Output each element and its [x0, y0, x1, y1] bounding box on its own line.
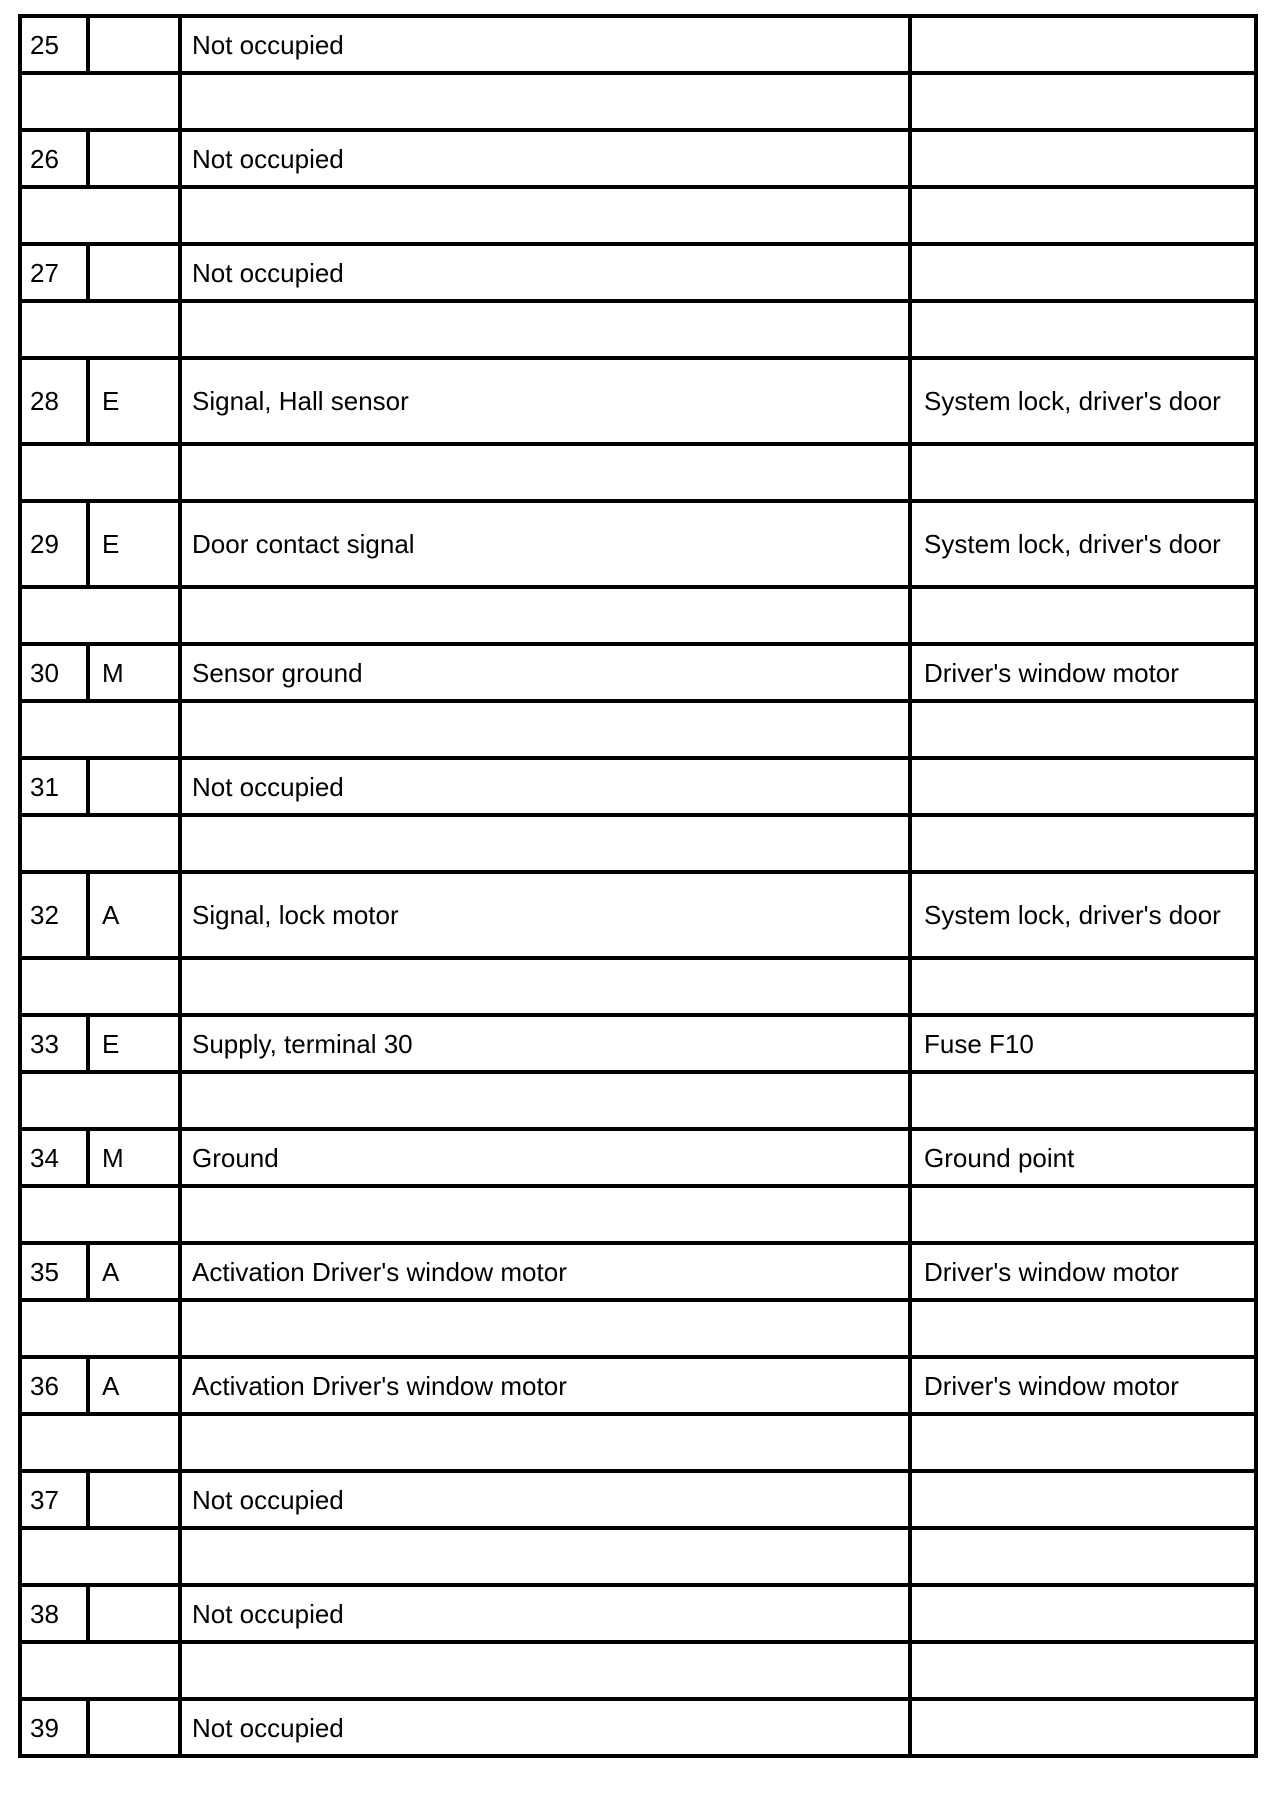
table-row [20, 1699, 1256, 1756]
signal-type-cell [88, 1699, 180, 1756]
signal-type-cell [88, 758, 180, 815]
table-row [20, 1129, 1256, 1186]
description-cell: Not occupied [180, 244, 910, 301]
description-cell: Not occupied [180, 16, 910, 73]
spacer-cell [180, 815, 910, 872]
description-cell: Not occupied [180, 1699, 910, 1756]
spacer-cell [180, 73, 910, 130]
spacer-cell [910, 701, 1256, 758]
spacer-cell [20, 301, 180, 358]
signal-type-cell [88, 16, 180, 73]
description-cell: Not occupied [180, 758, 910, 815]
spacer-row [20, 444, 1256, 501]
connection-cell: System lock, driver's door [910, 872, 1256, 958]
signal-type-cell: E [88, 358, 180, 444]
signal-type-cell [88, 1585, 180, 1642]
spacer-cell [20, 1528, 180, 1585]
pin-number-cell: 26 [20, 130, 88, 187]
spacer-cell [180, 1186, 910, 1243]
signal-type-cell [88, 1471, 180, 1528]
table-row [20, 1471, 1256, 1528]
pin-number-cell: 34 [20, 1129, 88, 1186]
spacer-cell [20, 1642, 180, 1699]
description-cell: Signal, lock motor [180, 872, 910, 958]
table-row [20, 130, 1256, 187]
spacer-cell [180, 444, 910, 501]
table-row [20, 1015, 1256, 1072]
description-cell: Not occupied [180, 130, 910, 187]
connection-cell [910, 1471, 1256, 1528]
description-cell: Sensor ground [180, 644, 910, 701]
spacer-row [20, 187, 1256, 244]
table-row [20, 1243, 1256, 1300]
description-cell: Signal, Hall sensor [180, 358, 910, 444]
description-cell: Not occupied [180, 1471, 910, 1528]
spacer-cell [180, 1414, 910, 1471]
connection-cell [910, 16, 1256, 73]
spacer-cell [910, 958, 1256, 1015]
spacer-cell [20, 958, 180, 1015]
table-row [20, 758, 1256, 815]
spacer-cell [910, 1300, 1256, 1357]
table-row [20, 1585, 1256, 1642]
signal-type-cell [88, 244, 180, 301]
signal-type-cell: M [88, 1129, 180, 1186]
spacer-cell [910, 444, 1256, 501]
pin-table-body [20, 16, 1256, 1756]
spacer-row [20, 1414, 1256, 1471]
connection-cell: System lock, driver's door [910, 501, 1256, 587]
pin-number-cell: 31 [20, 758, 88, 815]
spacer-cell [910, 1186, 1256, 1243]
spacer-cell [20, 1300, 180, 1357]
pin-number-cell: 35 [20, 1243, 88, 1300]
spacer-row [20, 815, 1256, 872]
spacer-cell [180, 701, 910, 758]
signal-type-cell: E [88, 1015, 180, 1072]
table-row [20, 16, 1256, 73]
description-cell: Supply, terminal 30 [180, 1015, 910, 1072]
spacer-cell [180, 1072, 910, 1129]
signal-type-cell: E [88, 501, 180, 587]
spacer-cell [20, 73, 180, 130]
table-row [20, 244, 1256, 301]
spacer-cell [20, 187, 180, 244]
spacer-cell [20, 701, 180, 758]
pin-number-cell: 33 [20, 1015, 88, 1072]
spacer-cell [910, 815, 1256, 872]
table-row [20, 872, 1256, 958]
spacer-cell [20, 815, 180, 872]
connection-cell [910, 1585, 1256, 1642]
spacer-row [20, 701, 1256, 758]
spacer-cell [910, 1528, 1256, 1585]
description-cell: Activation Driver's window motor [180, 1357, 910, 1414]
spacer-cell [910, 187, 1256, 244]
spacer-cell [180, 587, 910, 644]
spacer-cell [180, 301, 910, 358]
spacer-cell [20, 1072, 180, 1129]
spacer-cell [180, 187, 910, 244]
spacer-cell [20, 1414, 180, 1471]
description-cell: Door contact signal [180, 501, 910, 587]
connection-cell [910, 758, 1256, 815]
description-cell: Ground [180, 1129, 910, 1186]
spacer-cell [910, 1072, 1256, 1129]
pin-number-cell: 27 [20, 244, 88, 301]
description-cell: Not occupied [180, 1585, 910, 1642]
pin-number-cell: 38 [20, 1585, 88, 1642]
table-row [20, 644, 1256, 701]
table-row [20, 1357, 1256, 1414]
spacer-row [20, 1528, 1256, 1585]
pin-number-cell: 25 [20, 16, 88, 73]
spacer-row [20, 1186, 1256, 1243]
spacer-cell [180, 958, 910, 1015]
connection-cell: Ground point [910, 1129, 1256, 1186]
description-cell: Activation Driver's window motor [180, 1243, 910, 1300]
spacer-cell [20, 444, 180, 501]
spacer-cell [910, 1414, 1256, 1471]
spacer-cell [20, 1186, 180, 1243]
pin-assignment-table [18, 14, 1258, 1758]
pin-number-cell: 36 [20, 1357, 88, 1414]
spacer-cell [180, 1528, 910, 1585]
spacer-cell [910, 301, 1256, 358]
spacer-cell [910, 1642, 1256, 1699]
connection-cell: System lock, driver's door [910, 358, 1256, 444]
connection-cell [910, 244, 1256, 301]
spacer-cell [180, 1300, 910, 1357]
connection-cell: Driver's window motor [910, 1243, 1256, 1300]
connection-cell [910, 130, 1256, 187]
spacer-row [20, 301, 1256, 358]
pin-number-cell: 30 [20, 644, 88, 701]
connection-cell: Driver's window motor [910, 1357, 1256, 1414]
pin-number-cell: 28 [20, 358, 88, 444]
table-row [20, 358, 1256, 444]
spacer-row [20, 1300, 1256, 1357]
signal-type-cell: A [88, 872, 180, 958]
spacer-row [20, 958, 1256, 1015]
connection-cell [910, 1699, 1256, 1756]
spacer-row [20, 587, 1256, 644]
pin-number-cell: 29 [20, 501, 88, 587]
signal-type-cell [88, 130, 180, 187]
signal-type-cell: A [88, 1243, 180, 1300]
spacer-cell [20, 587, 180, 644]
spacer-cell [910, 73, 1256, 130]
signal-type-cell: M [88, 644, 180, 701]
signal-type-cell: A [88, 1357, 180, 1414]
spacer-cell [910, 587, 1256, 644]
connection-cell: Fuse F10 [910, 1015, 1256, 1072]
spacer-row [20, 1642, 1256, 1699]
table-row [20, 501, 1256, 587]
spacer-cell [180, 1642, 910, 1699]
pin-number-cell: 37 [20, 1471, 88, 1528]
pin-number-cell: 39 [20, 1699, 88, 1756]
spacer-row [20, 1072, 1256, 1129]
spacer-row [20, 73, 1256, 130]
connection-cell: Driver's window motor [910, 644, 1256, 701]
pin-number-cell: 32 [20, 872, 88, 958]
